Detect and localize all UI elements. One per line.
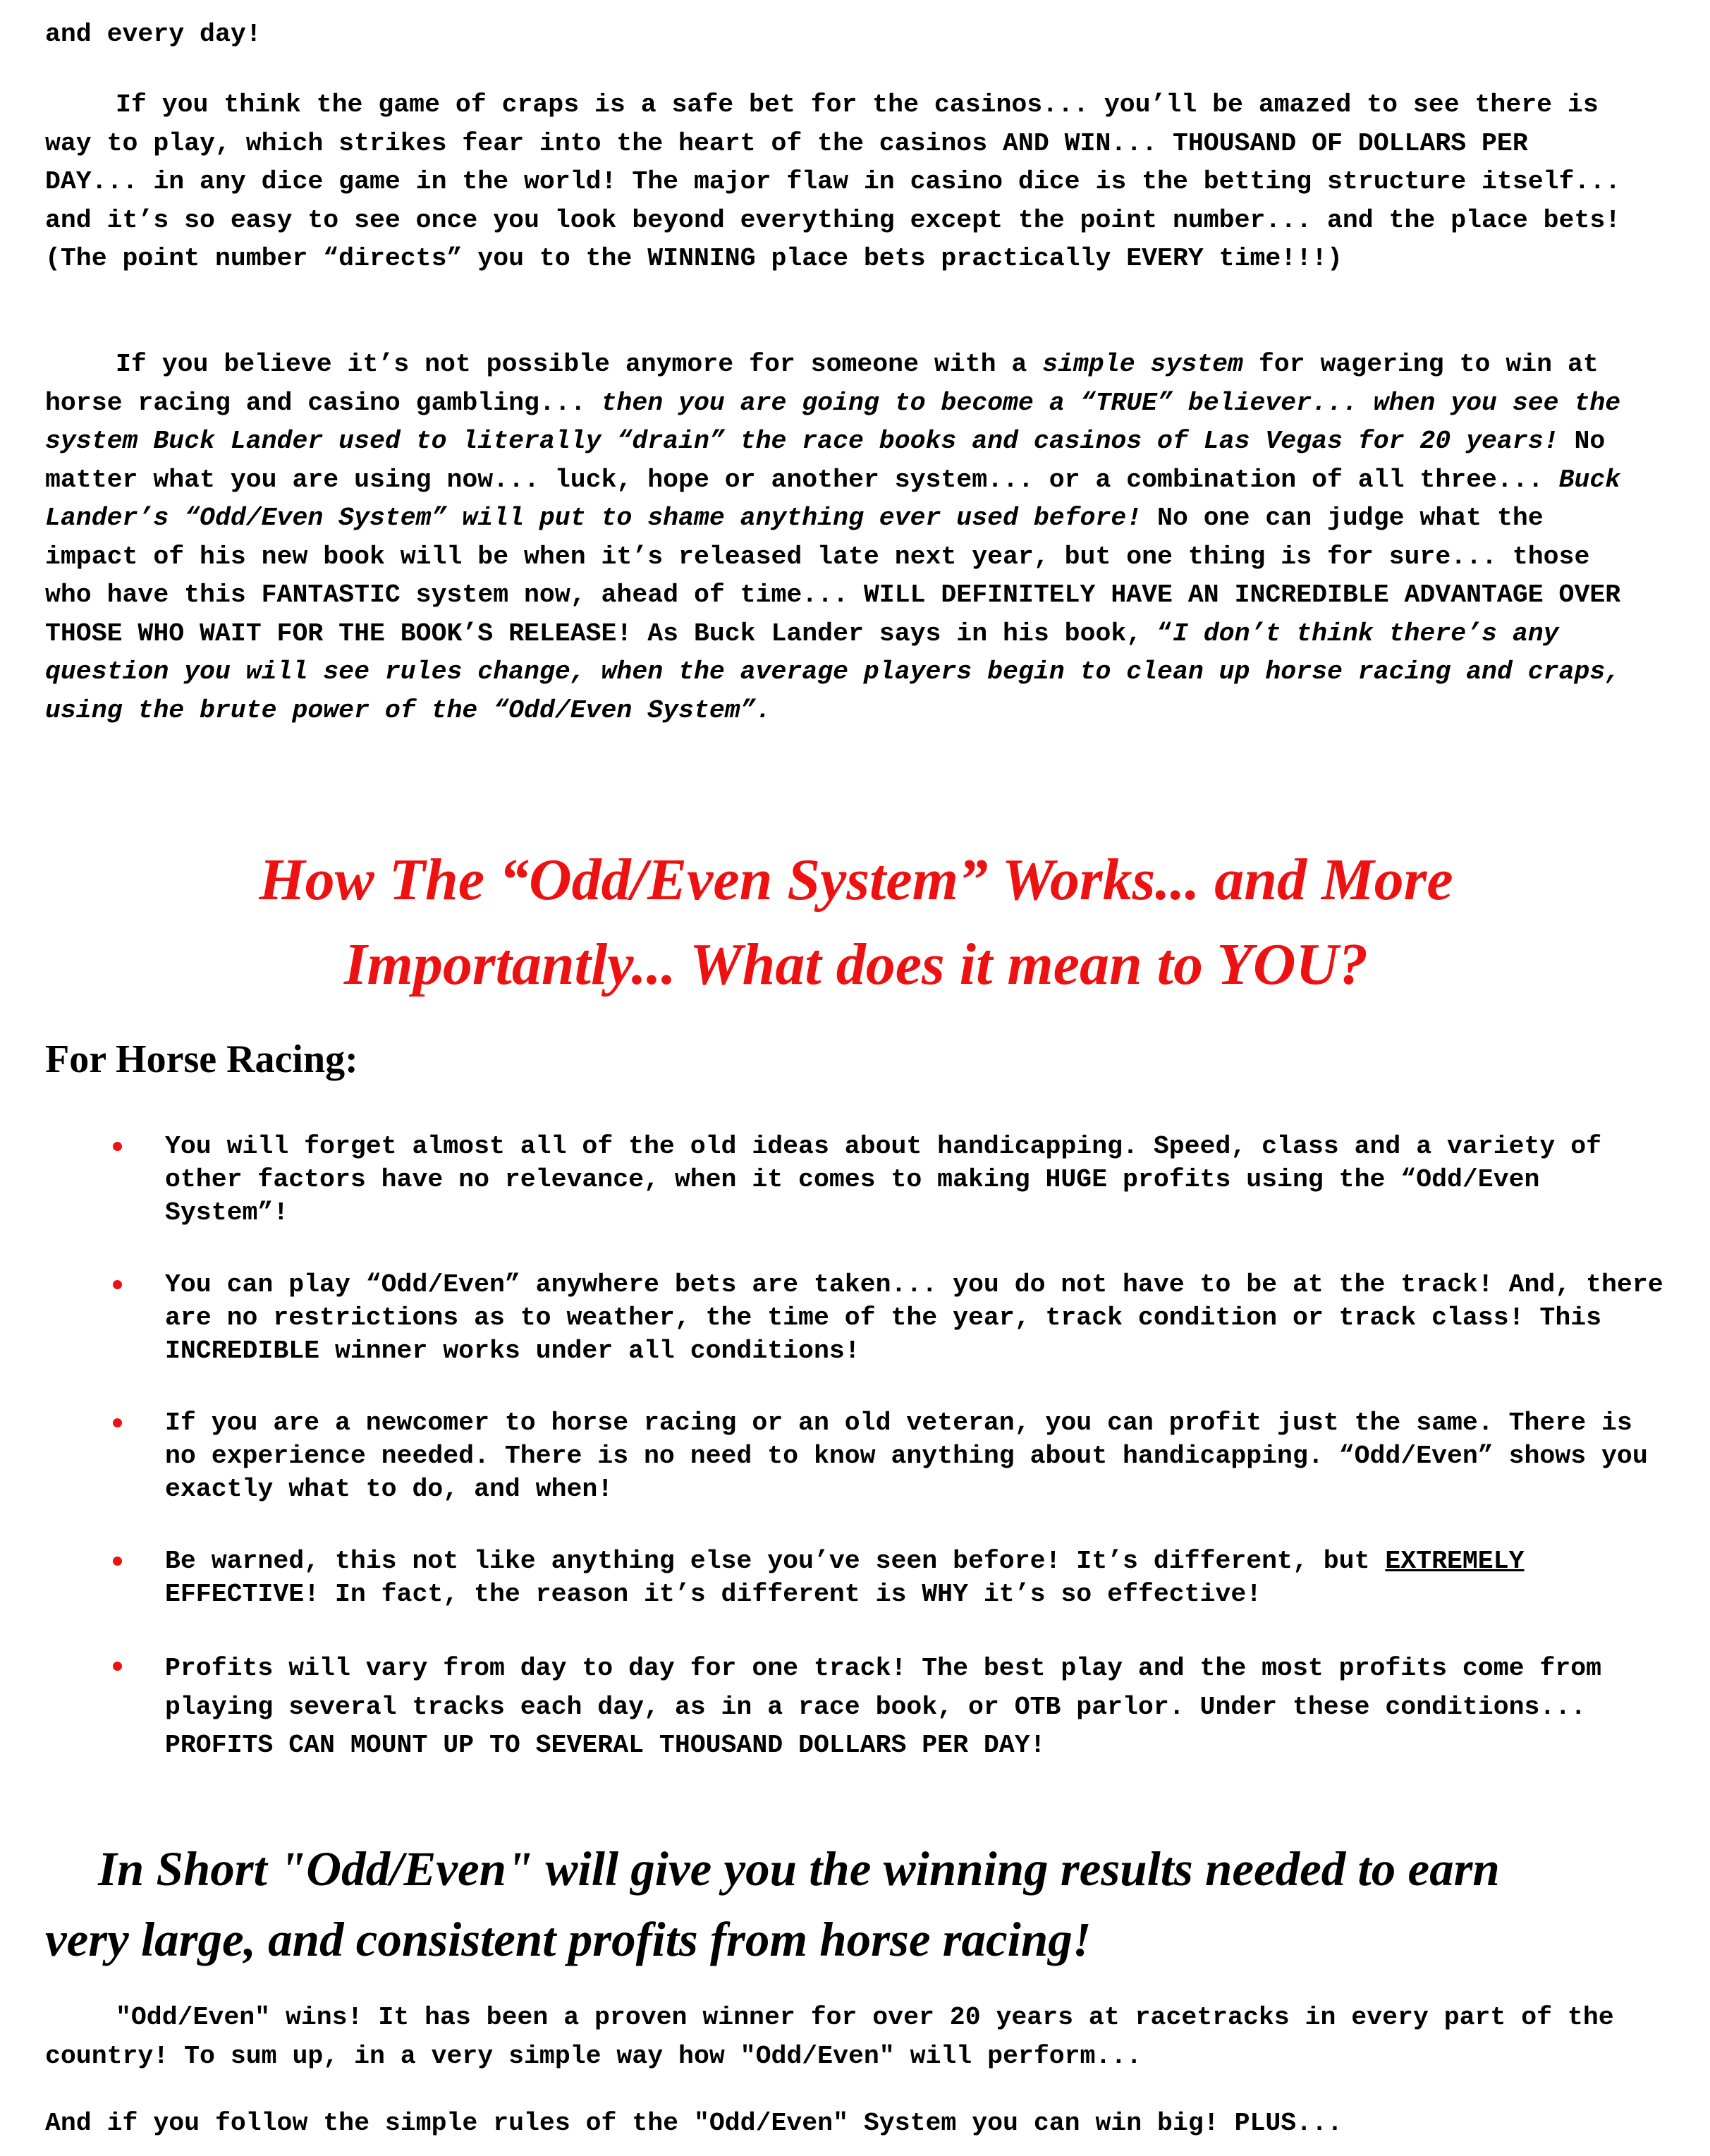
bullet-item <box>45 1650 1667 1765</box>
last-line: And if you follow the simple rules of the "Odd/Even" System you can win big! PLUS... <box>45 2109 1343 2138</box>
red-heading-line2: Importantly... What does it mean to YOU? <box>343 932 1369 997</box>
section-heading-horse-racing: For Horse Racing: <box>45 1037 358 1081</box>
bullet-item <box>45 1268 1667 1368</box>
para2-part-c: for wagering to win at horse racing and casino gambling... <box>45 350 1599 418</box>
red-heading <box>45 838 1667 1007</box>
red-heading-line1: How The “Odd/Even System” Works... and More <box>259 847 1453 913</box>
bullet-dot-icon <box>113 1280 122 1289</box>
bullet-dot-icon <box>113 1557 122 1566</box>
in-short-statement <box>45 1834 1674 1975</box>
bullet-text: You will forget almost all of the old ideas about handicapping. Speed, class and a variety of other factors have no relevance, when it comes to making HUGE profits using the “Odd/Even System”! <box>165 1132 1602 1227</box>
in-short-line2: very large, and consistent profits from horse racing! <box>45 1913 1092 1966</box>
bullet-dot-icon <box>113 1662 122 1671</box>
para2-simple-system: simple system <box>1042 350 1243 379</box>
para2-part-g: No one can judge what the impact of his new book will be when it’s released late next year, but one thing is for sure... those who have this FANTASTIC system now, ahead of time... WILL DEFINITELY HAVE AN INCREDIBLE ADVANTAGE OVER THOSE WHO WAIT FOR THE BOOK’S RELEASE! As Buck Lander says in his book, “ <box>45 504 1621 648</box>
bullet-text: Profits will vary from day to day for one track! The best play and the most profits come from playing several tracks each day, as in a race book, or OTB parlor. Under these conditions... PROFITS CAN MOUNT UP TO SEVERAL THOUSAND DOLLARS PER DAY! <box>165 1654 1602 1760</box>
bullet-text: If you are a newcomer to horse racing or an old veteran, you can profit just the same. There is no experience needed. There is no need to know anything about handicapping. “Odd/Even” shows you exactly what to do, and when! <box>165 1408 1648 1504</box>
para2-put-to-shame: Buck Lander’s “Odd/Even System” will put to shame anything ever used before! <box>45 465 1621 532</box>
bullet-list <box>45 1130 1667 1804</box>
paragraph-craps-text: If you think the game of craps is a safe bet for the casinos... you’ll be amazed to see there is way to play, which strikes fear into the heart of the casinos AND WIN... THOUSAND OF DOLLARS PER DAY... in any dice game in the world! The major flaw in casino dice is the betting structure itself... and it’s so easy to see once you look beyond everything except the point number... and the place bets! (The point number “directs” you to the WINNING place bets practically EVERY time!!!) <box>45 90 1621 273</box>
para2-quote: I don’t think there’s any question you will see rules change, when the average players begin to clean up horse racing and craps, using the brute power of the “Odd/Even System”. <box>45 619 1621 725</box>
bullet-item <box>45 1130 1667 1229</box>
para2-part-a: If you believe it’s not possible anymore for someone with a <box>116 350 1043 379</box>
bullet-text-underlined: EXTREMELY <box>1385 1547 1525 1576</box>
in-short-line1: In Short "Odd/Even" will give you the winning results needed to earn <box>98 1842 1500 1896</box>
bullet-dot-icon <box>113 1418 122 1427</box>
paragraph-craps <box>45 86 1632 279</box>
bullet-item <box>45 1545 1667 1611</box>
bullet-text-pre: Be warned, this not like anything else you’ve seen before! It’s different, but <box>165 1547 1386 1576</box>
top-line: and every day! <box>45 20 262 49</box>
bullet-text-post: EFFECTIVE! In fact, the reason it’s different is WHY it’s so effective! <box>165 1580 1262 1609</box>
paragraph-proven-winner <box>45 1999 1632 2076</box>
para2-part-e: No matter what you are using now... luck, hope or another system... or a combination of all three... <box>45 427 1606 494</box>
bullet-dot-icon <box>113 1142 122 1151</box>
bullet-text: You can play “Odd/Even” anywhere bets are taken... you do not have to be at the track! And, there are no restrictions as to weather, the time of the year, track condition or track class! This INCREDIBLE winner works under all conditions! <box>165 1270 1663 1365</box>
paragraph-proven-winner-text: "Odd/Even" wins! It has been a proven winner for over 20 years at racetracks in every part of the country! To sum up, in a very simple way how "Odd/Even" will perform... <box>45 2003 1614 2071</box>
bullet-item <box>45 1406 1667 1506</box>
para2-true-believer: then you are going to become a “TRUE” believer... when you see the system Buck Lander used to literally “drain” the race books and casinos of Las Vegas for 20 years! <box>45 388 1621 456</box>
paragraph-system <box>45 346 1632 730</box>
